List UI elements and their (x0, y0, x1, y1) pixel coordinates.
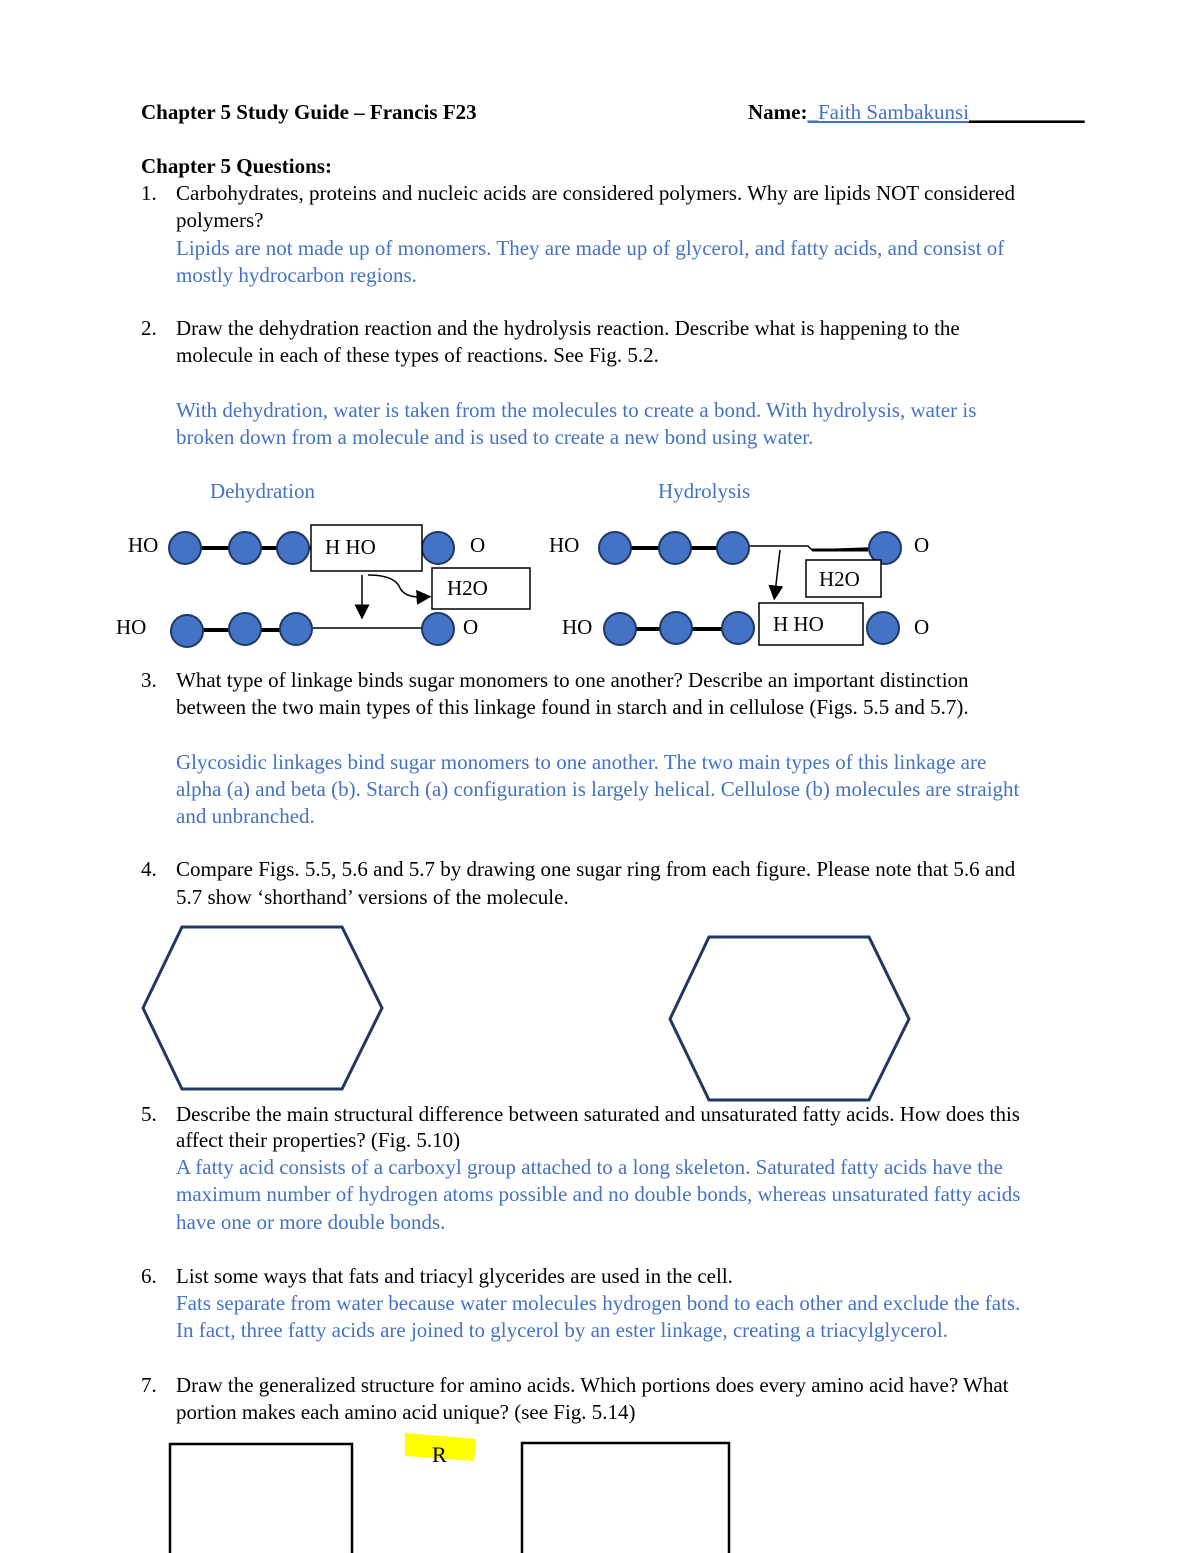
q5-answer-1: A fatty acid consists of a carboxyl group attached to a long skeleton. Saturated fatty acids have the (176, 1155, 1003, 1179)
q2-number: 2. (141, 316, 157, 340)
q3-line-1: What type of linkage binds sugar monomers to one another? Describe an important distinction (176, 668, 969, 692)
q6-number: 6. (141, 1264, 157, 1288)
q4-line-2: 5.7 show ‘shorthand’ versions of the molecule. (176, 885, 569, 909)
q4-line-1: Compare Figs. 5.5, 5.6 and 5.7 by drawing one sugar ring from each figure. Please note that 5.6 and (176, 857, 1016, 881)
q3-answer-1: Glycosidic linkages bind sugar monomers to one another. The two main types of this linkage are (176, 750, 987, 774)
h2o-text-hydrolysis: H2O (819, 567, 860, 591)
dehydration-bottom-ho: HO (116, 615, 147, 639)
q6-answer-2: In fact, three fatty acids are joined to glycerol by an ester linkage, creating a triacylglycerol. (176, 1318, 948, 1342)
q5-line-2: affect their properties? (Fig. 5.10) (176, 1128, 461, 1152)
q6-line-1: List some ways that fats and triacyl glycerides are used in the cell. (176, 1264, 733, 1288)
hydrolysis-label: Hydrolysis (658, 479, 751, 503)
q3-answer-2: alpha (a) and beta (b). Starch (a) configuration is largely helical. Cellulose (b) molecules are straight (176, 777, 1020, 801)
hydrolysis-bottom-o: O (914, 615, 930, 639)
q5-answer-3: have one or more double bonds. (176, 1210, 446, 1234)
r-group-label: R (432, 1442, 447, 1467)
amino-box-left (170, 1444, 352, 1553)
q7-number: 7. (141, 1373, 157, 1397)
h-ho-text: H HO (325, 535, 376, 559)
q4-number: 4. (141, 857, 157, 881)
h2o-text-dehydration: H2O (447, 576, 488, 600)
name-blank: ___________ (969, 100, 1085, 124)
q5-answer-2: maximum number of hydrogen atoms possible and no double bonds, whereas unsaturated fatty acids (176, 1182, 1021, 1206)
hydrolysis-top-ho: HO (549, 533, 580, 557)
q2-line-1: Draw the dehydration reaction and the hydrolysis reaction. Describe what is happening to the (176, 316, 960, 340)
q5-number: 5. (141, 1102, 157, 1126)
document-title: Chapter 5 Study Guide – Francis F23 (141, 100, 477, 124)
q1-line-1: Carbohydrates, proteins and nucleic acids are considered polymers. Why are lipids NOT considered (176, 181, 1015, 205)
dehydration-top-ho: HO (128, 533, 159, 557)
section-title: Chapter 5 Questions: (141, 154, 332, 178)
q5-line-1: Describe the main structural difference between saturated and unsaturated fatty acids. How does this (176, 1102, 1020, 1126)
q3-number: 3. (141, 668, 157, 692)
q2-answer-2: broken down from a molecule and is used to create a new bond using water. (176, 425, 814, 449)
amino-box-right (522, 1443, 729, 1553)
q3-line-2: between the two main types of this linkage found in starch and in cellulose (Figs. 5.5 and 5.7). (176, 695, 969, 719)
name-value: _Faith Sambakunsi (807, 100, 970, 124)
q6-answer-1: Fats separate from water because water molecules hydrogen bond to each other and exclude the fats. (176, 1291, 1021, 1315)
dehydration-label: Dehydration (210, 479, 315, 503)
q1-answer-2: mostly hydrocarbon regions. (176, 263, 417, 287)
name-label: Name: (748, 100, 808, 124)
q3-answer-3: and unbranched. (176, 804, 315, 828)
q7-line-2: portion makes each amino acid unique? (see Fig. 5.14) (176, 1400, 636, 1424)
hydrolysis-top-o: O (914, 533, 930, 557)
dehydration-bottom-o: O (463, 615, 479, 639)
q1-line-2: polymers? (176, 208, 264, 232)
q2-answer-1: With dehydration, water is taken from the molecules to create a bond. With hydrolysis, water is (176, 398, 977, 422)
hydrolysis-bottom-ho: HO (562, 615, 593, 639)
q2-line-2: molecule in each of these types of reactions. See Fig. 5.2. (176, 343, 659, 367)
h-ho-text-hydrolysis: H HO (773, 612, 824, 636)
q1-answer-1: Lipids are not made up of monomers. They are made up of glycerol, and fatty acids, and consist of (176, 236, 1005, 260)
q7-line-1: Draw the generalized structure for amino acids. Which portions does every amino acid have? What (176, 1373, 1009, 1397)
dehydration-top-o: O (470, 533, 486, 557)
q1-number: 1. (141, 181, 157, 205)
